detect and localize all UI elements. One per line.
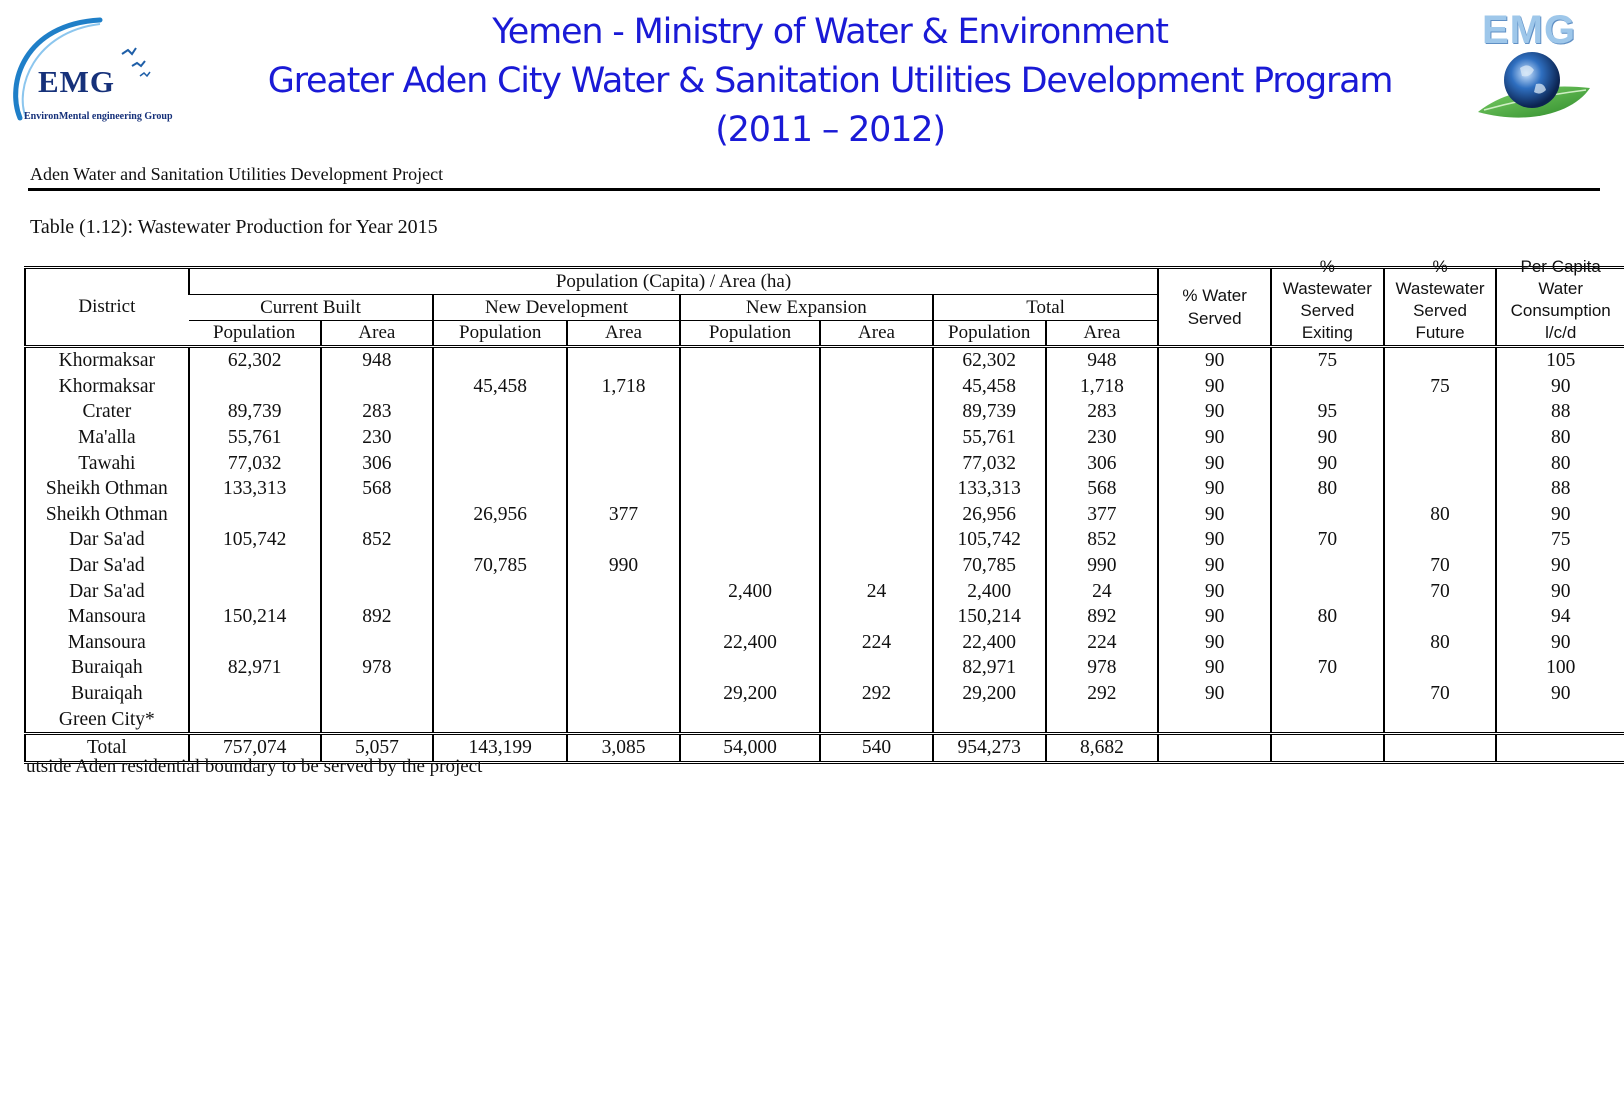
total-cell: 54,000 (680, 733, 820, 762)
table-cell: 90 (1158, 502, 1271, 528)
header-rule (28, 188, 1600, 191)
table-cell: 306 (321, 450, 434, 476)
total-cell: 540 (820, 733, 933, 762)
table-cell: 150,214 (933, 604, 1046, 630)
table-cell (433, 655, 567, 681)
table-cell: 24 (820, 578, 933, 604)
table-cell (567, 425, 680, 451)
table-cell: 90 (1496, 374, 1624, 400)
header-ww-future-line3: Served (1413, 301, 1467, 320)
table-cell: 26,956 (933, 502, 1046, 528)
table-row (25, 502, 1624, 528)
table-row (25, 630, 1624, 656)
table-cell (433, 706, 567, 733)
header-current-built: Current Built (189, 295, 434, 321)
table-cell: 90 (1158, 399, 1271, 425)
table-cell (321, 630, 434, 656)
table-cell (567, 450, 680, 476)
table-cell (1271, 578, 1384, 604)
district-cell: Crater (82, 401, 132, 423)
table-row (25, 604, 1624, 630)
table-cell: 88 (1496, 476, 1624, 502)
table-cell (680, 553, 820, 579)
table-cell (567, 681, 680, 707)
table-cell: 150,214 (189, 604, 321, 630)
table-row (25, 578, 1624, 604)
table-cell (820, 553, 933, 579)
table-cell: 80 (1271, 476, 1384, 502)
table-cell: 89,739 (933, 399, 1046, 425)
table-cell: 292 (1046, 681, 1159, 707)
total-cell: 143,199 (433, 733, 567, 762)
table-cell (433, 578, 567, 604)
table-cell (321, 374, 434, 400)
table-cell: 88 (1496, 399, 1624, 425)
total-cell (1271, 733, 1384, 762)
header-area: Area (567, 321, 680, 347)
table-cell (567, 578, 680, 604)
table-row (25, 476, 1624, 502)
header-area: Area (321, 321, 434, 347)
total-label: Total (25, 733, 189, 762)
logo-left-abbr: EMG (38, 64, 116, 99)
table-cell (567, 630, 680, 656)
title-line-2: Greater Aden City Water & Sanitation Utilities Development Program (267, 61, 1393, 101)
table-cell (189, 553, 321, 579)
table-cell: 133,313 (189, 476, 321, 502)
table-row (25, 655, 1624, 681)
district-cell: Dar Sa'ad (69, 580, 145, 602)
table-cell: 77,032 (189, 450, 321, 476)
table-cell: 978 (321, 655, 434, 681)
table-cell: 2,400 (680, 578, 820, 604)
table-cell (567, 476, 680, 502)
table-cell: 82,971 (933, 655, 1046, 681)
district-cell: Buraiqah (71, 683, 143, 705)
header-population: Population (933, 321, 1046, 347)
table-cell: 230 (321, 425, 434, 451)
table-cell: 90 (1158, 681, 1271, 707)
table-cell: 29,200 (933, 681, 1046, 707)
total-cell (1158, 733, 1271, 762)
table-cell (680, 604, 820, 630)
table-cell (1384, 655, 1497, 681)
district-cell: Tawahi (78, 452, 136, 474)
table-body (25, 347, 1624, 734)
total-cell (1384, 733, 1497, 762)
header-population: Population (680, 321, 820, 347)
table-cell: 90 (1496, 630, 1624, 656)
table-cell (321, 553, 434, 579)
table-row (25, 681, 1624, 707)
table-cell: 852 (321, 527, 434, 553)
table-cell (189, 578, 321, 604)
district-cell: Khormaksar (58, 375, 156, 397)
table-cell (567, 527, 680, 553)
table-cell: 70 (1271, 655, 1384, 681)
table-cell (1271, 630, 1384, 656)
table-cell: 80 (1384, 630, 1497, 656)
table-cell: 1,718 (1046, 374, 1159, 400)
table-cell (680, 374, 820, 400)
table-cell (820, 347, 933, 374)
header-per-capita-line3: Consumption (1510, 301, 1611, 320)
table-cell: 90 (1158, 527, 1271, 553)
table-cell (680, 706, 820, 733)
district-cell: Dar Sa'ad (69, 529, 145, 551)
wastewater-production-table (24, 257, 1624, 764)
table-row (25, 425, 1624, 451)
total-cell (1496, 733, 1624, 762)
table-cell: 62,302 (933, 347, 1046, 374)
table-cell (820, 655, 933, 681)
table-cell (1384, 604, 1497, 630)
table-cell: 29,200 (680, 681, 820, 707)
table-cell: 80 (1496, 425, 1624, 451)
table-cell: 90 (1158, 553, 1271, 579)
table-cell: 283 (321, 399, 434, 425)
table-cell (680, 502, 820, 528)
table-cell (433, 681, 567, 707)
table-cell: 568 (1046, 476, 1159, 502)
title-line-3: (2011 – 2012) (715, 110, 945, 150)
table-cell: 24 (1046, 578, 1159, 604)
table-cell (433, 630, 567, 656)
table-cell (820, 425, 933, 451)
table-cell: 75 (1271, 347, 1384, 374)
table-cell (820, 706, 933, 733)
table-cell: 90 (1158, 476, 1271, 502)
district-cell: Buraiqah (71, 657, 143, 679)
page-title (200, 8, 1460, 155)
table-cell (1271, 681, 1384, 707)
table-caption: Table (1.12): Wastewater Production for Year 2015 (30, 216, 438, 238)
table-cell (1271, 502, 1384, 528)
table-cell (321, 706, 434, 733)
header-per-capita-line1: Per Capita (1520, 257, 1601, 276)
logo-left-subtitle: EnvironMental engineering Group (24, 111, 173, 122)
table-cell: 80 (1271, 604, 1384, 630)
table-cell (1271, 553, 1384, 579)
table-cell: 948 (321, 347, 434, 374)
header-ww-future-line4: Future (1415, 323, 1465, 342)
header-per-capita (1496, 257, 1624, 347)
table-cell: 105 (1496, 347, 1624, 374)
table-cell (1384, 706, 1497, 733)
header-ww-future (1384, 257, 1497, 347)
table-cell (321, 578, 434, 604)
table-cell: 70,785 (933, 553, 1046, 579)
header-per-capita-line4: l/c/d (1545, 323, 1577, 342)
table-cell: 70 (1384, 553, 1497, 579)
table-cell (567, 706, 680, 733)
table-cell (433, 450, 567, 476)
district-cell: Dar Sa'ad (69, 555, 145, 577)
table-cell: 133,313 (933, 476, 1046, 502)
table-cell: 45,458 (433, 374, 567, 400)
header-population: Population (433, 321, 567, 347)
table-cell (680, 476, 820, 502)
table-cell: 90 (1496, 578, 1624, 604)
table-cell: 224 (820, 630, 933, 656)
header-population-area-group: Population (Capita) / Area (ha) (189, 268, 1159, 295)
table-row (25, 706, 1624, 733)
header-ww-existing-line3: Served (1300, 301, 1355, 320)
header-ww-future-line2: Wastewater (1395, 279, 1485, 298)
district-cell: Sheikh Othman (45, 478, 168, 500)
header-ww-existing-line4: Exiting (1301, 323, 1353, 342)
table-cell: 100 (1496, 655, 1624, 681)
table-cell: 2,400 (933, 578, 1046, 604)
header-ww-existing (1271, 257, 1384, 347)
table-cell (820, 374, 933, 400)
district-cell: Mansoura (67, 606, 146, 628)
table-cell (189, 502, 321, 528)
table-cell: 892 (321, 604, 434, 630)
table-cell: 82,971 (189, 655, 321, 681)
table-cell: 292 (820, 681, 933, 707)
header-water-served: % Water Served (1158, 268, 1271, 347)
table-cell (189, 706, 321, 733)
header-per-capita-line2: Water (1538, 279, 1584, 298)
table-cell: 105,742 (933, 527, 1046, 553)
table-cell: 892 (1046, 604, 1159, 630)
table-cell (680, 425, 820, 451)
table-cell (433, 604, 567, 630)
district-cell: Mansoura (67, 631, 146, 653)
title-line-1: Yemen - Ministry of Water & Environment (492, 12, 1168, 52)
table-row (25, 553, 1624, 579)
table-cell (680, 450, 820, 476)
table-cell (820, 399, 933, 425)
table-cell: 990 (567, 553, 680, 579)
total-cell: 8,682 (1046, 733, 1159, 762)
table-cell: 90 (1271, 425, 1384, 451)
table-cell (189, 630, 321, 656)
table-cell: 62,302 (189, 347, 321, 374)
header-new-development: New Development (433, 295, 680, 321)
table-cell: 55,761 (933, 425, 1046, 451)
footnote: utside Aden residential boundary to be served by the project (26, 756, 483, 777)
table-cell (1046, 706, 1159, 733)
district-cell: Sheikh Othman (45, 503, 168, 525)
table-cell: 80 (1496, 450, 1624, 476)
district-cell: Khormaksar (58, 350, 156, 372)
table-cell: 377 (1046, 502, 1159, 528)
table-cell: 90 (1158, 655, 1271, 681)
table-cell: 90 (1158, 578, 1271, 604)
emg-logo-right (1470, 8, 1598, 130)
table-row (25, 399, 1624, 425)
header-population: Population (189, 321, 321, 347)
district-cell: Green City* (58, 708, 155, 730)
table-cell (321, 502, 434, 528)
table-cell: 90 (1158, 450, 1271, 476)
table-cell (1384, 476, 1497, 502)
header-area: Area (1046, 321, 1159, 347)
total-cell: 757,074 (189, 733, 321, 762)
total-cell: 954,273 (933, 733, 1046, 762)
table-cell: 90 (1496, 681, 1624, 707)
table-cell (433, 476, 567, 502)
header-area: Area (820, 321, 933, 347)
table-cell (1384, 527, 1497, 553)
header-total: Total (933, 295, 1158, 321)
emg-logo-left (4, 14, 194, 124)
total-cell: 5,057 (321, 733, 434, 762)
table-cell: 948 (1046, 347, 1159, 374)
table-cell: 90 (1496, 502, 1624, 528)
header-ww-future-line1: % (1432, 257, 1448, 276)
project-label: Aden Water and Sanitation Utilities Development Project (30, 164, 444, 184)
table-cell (433, 399, 567, 425)
wastewater-table-wrap (24, 257, 1611, 758)
table-cell: 377 (567, 502, 680, 528)
table-cell (189, 681, 321, 707)
table-cell: 90 (1158, 374, 1271, 400)
table-row (25, 527, 1624, 553)
table-row (25, 347, 1624, 374)
table-cell (680, 347, 820, 374)
table-cell: 90 (1158, 604, 1271, 630)
table-cell (1384, 399, 1497, 425)
table-cell: 105,742 (189, 527, 321, 553)
table-cell: 70,785 (433, 553, 567, 579)
table-cell: 230 (1046, 425, 1159, 451)
table-cell: 90 (1158, 347, 1271, 374)
table-cell (1271, 706, 1384, 733)
table-cell (680, 399, 820, 425)
table-cell (820, 604, 933, 630)
table-cell: 94 (1496, 604, 1624, 630)
header-district: District (25, 268, 189, 347)
table-cell: 45,458 (933, 374, 1046, 400)
table-cell: 90 (1158, 425, 1271, 451)
table-cell: 26,956 (433, 502, 567, 528)
table-row (25, 450, 1624, 476)
table-cell: 22,400 (933, 630, 1046, 656)
table-cell: 95 (1271, 399, 1384, 425)
table-cell: 90 (1158, 630, 1271, 656)
table-cell: 80 (1384, 502, 1497, 528)
table-cell (433, 425, 567, 451)
table-cell: 90 (1496, 553, 1624, 579)
header-new-expansion: New Expansion (680, 295, 933, 321)
header-ww-existing-line1: % (1319, 257, 1335, 276)
table-cell (820, 502, 933, 528)
table-cell: 89,739 (189, 399, 321, 425)
table-cell (820, 450, 933, 476)
table-cell (1384, 450, 1497, 476)
table-cell (567, 399, 680, 425)
table-cell: 77,032 (933, 450, 1046, 476)
table-cell: 978 (1046, 655, 1159, 681)
table-cell (433, 347, 567, 374)
table-cell (680, 527, 820, 553)
table-cell: 306 (1046, 450, 1159, 476)
table-cell: 90 (1271, 450, 1384, 476)
table-cell: 1,718 (567, 374, 680, 400)
table-cell (433, 527, 567, 553)
table-cell (567, 655, 680, 681)
table-cell: 852 (1046, 527, 1159, 553)
header-ww-existing-line2: Wastewater (1282, 279, 1372, 298)
table-cell (321, 681, 434, 707)
district-cell: Ma'alla (78, 427, 136, 449)
table-cell (567, 604, 680, 630)
logo-right-abbr: EMG (1482, 8, 1577, 52)
table-cell (820, 476, 933, 502)
table-cell (1384, 347, 1497, 374)
table-cell: 75 (1496, 527, 1624, 553)
table-cell: 22,400 (680, 630, 820, 656)
table-cell (1158, 706, 1271, 733)
table-cell: 70 (1384, 578, 1497, 604)
table-cell (1384, 425, 1497, 451)
table-cell (1496, 706, 1624, 733)
table-cell (933, 706, 1046, 733)
table-cell: 224 (1046, 630, 1159, 656)
table-cell (567, 347, 680, 374)
total-cell: 3,085 (567, 733, 680, 762)
table-cell: 75 (1384, 374, 1497, 400)
table-cell (189, 374, 321, 400)
table-cell: 568 (321, 476, 434, 502)
table-cell: 70 (1384, 681, 1497, 707)
table-cell: 283 (1046, 399, 1159, 425)
table-cell (820, 527, 933, 553)
table-cell: 55,761 (189, 425, 321, 451)
table-cell: 990 (1046, 553, 1159, 579)
table-cell (680, 655, 820, 681)
table-row (25, 374, 1624, 400)
table-cell (1271, 374, 1384, 400)
table-cell: 70 (1271, 527, 1384, 553)
